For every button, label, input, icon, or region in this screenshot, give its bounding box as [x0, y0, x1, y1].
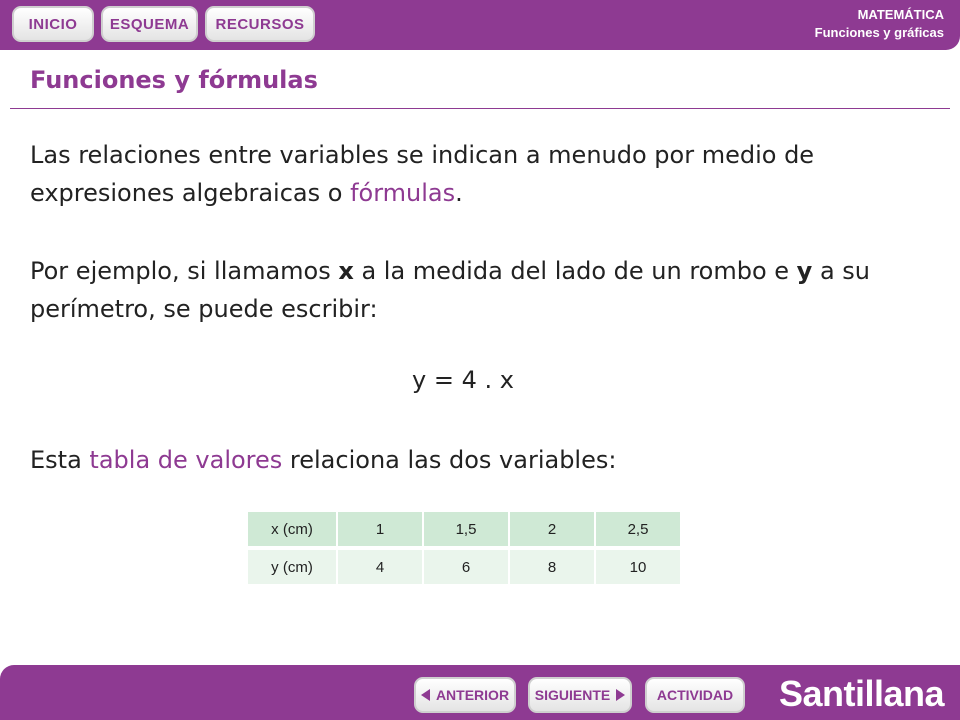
variable-x: x	[338, 257, 354, 285]
recursos-button[interactable]: RECURSOS	[205, 6, 315, 42]
table-cell: 1,5	[424, 512, 510, 550]
topic-label: Funciones y gráficas	[814, 25, 944, 40]
paragraph-text: .	[455, 179, 463, 207]
table-cell: 2,5	[596, 512, 680, 550]
highlight-term: fórmulas	[350, 179, 456, 207]
page-title: Funciones y fórmulas	[30, 66, 318, 94]
top-bar	[0, 0, 960, 50]
table-cell: 10	[596, 550, 680, 584]
table-row-label: y (cm)	[248, 550, 338, 584]
paragraph-intro	[30, 136, 930, 212]
inicio-button[interactable]: INICIO	[12, 6, 94, 42]
table-row	[248, 512, 680, 550]
values-table	[248, 512, 680, 584]
subject-header	[815, 6, 944, 42]
paragraph-example	[30, 252, 930, 328]
paragraph-table-intro	[30, 441, 930, 479]
table-row	[248, 550, 680, 584]
paragraph-text: relaciona las dos variables:	[282, 446, 617, 474]
title-divider	[10, 108, 950, 109]
triangle-left-icon	[421, 689, 430, 701]
siguiente-button[interactable]	[528, 677, 632, 713]
table-cell: 6	[424, 550, 510, 584]
subject-label: MATEMÁTICA	[857, 7, 944, 22]
table-cell: 8	[510, 550, 596, 584]
triangle-right-icon	[616, 689, 625, 701]
paragraph-text: a la medida del lado de un rombo e	[353, 257, 797, 285]
paragraph-text: a su perímetro, se puede escribir:	[30, 257, 870, 323]
paragraph-text: Esta	[30, 446, 90, 474]
table-cell: 4	[338, 550, 424, 584]
santillana-logo: Santillana	[778, 673, 944, 714]
formula: y = 4 . x	[412, 366, 514, 394]
actividad-button[interactable]: ACTIVIDAD	[645, 677, 745, 713]
table-cell: 1	[338, 512, 424, 550]
table-row-label: x (cm)	[248, 512, 338, 550]
paragraph-text: Las relaciones entre variables se indican a menudo por medio de expresiones algebraicas o	[30, 141, 815, 207]
paragraph-text: Por ejemplo, si llamamos	[30, 257, 339, 285]
esquema-button[interactable]: ESQUEMA	[101, 6, 198, 42]
variable-y: y	[796, 257, 813, 285]
anterior-button[interactable]	[414, 677, 516, 713]
highlight-term: tabla de valores	[89, 446, 283, 474]
bottom-bar	[0, 665, 960, 720]
table-cell: 2	[510, 512, 596, 550]
anterior-label: ANTERIOR	[435, 687, 510, 703]
siguiente-label: SIGUIENTE	[534, 687, 611, 703]
